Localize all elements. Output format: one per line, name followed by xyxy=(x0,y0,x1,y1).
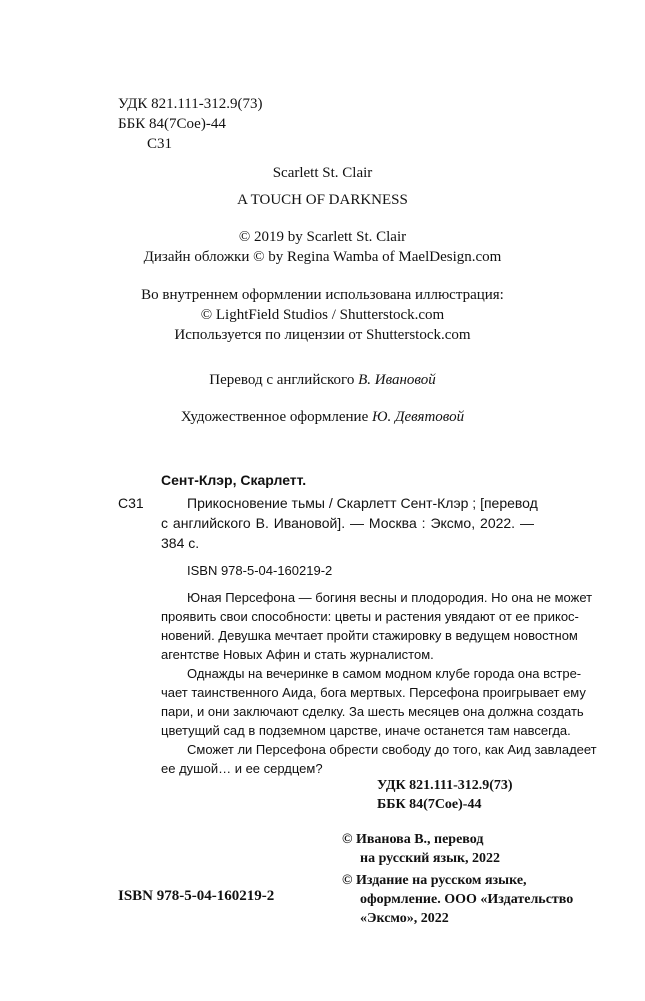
bbk-code-top: ББК 84(7Сое)-44 xyxy=(118,116,226,132)
translation-copyright-line-1: © Иванова В., перевод xyxy=(342,832,484,847)
udk-code-bottom: УДК 821.111-312.9(73) xyxy=(377,778,513,793)
annotation-p3-line-1: Сможет ли Персефона обрести свободу до того, как Аид завладеет xyxy=(187,742,597,757)
original-title: A TOUCH OF DARKNESS xyxy=(237,192,408,208)
illustration-license: Используется по лицензии от Shutterstock.com xyxy=(174,327,471,343)
catalog-heading: Сент-Клэр, Скарлетт. xyxy=(161,472,307,488)
original-author: Scarlett St. Clair xyxy=(272,165,373,181)
author-mark-top: С31 xyxy=(147,136,173,152)
annotation-p1-line-4: агентстве Новых Афин и стать журналистом. xyxy=(161,647,434,662)
translator-credit xyxy=(0,372,645,389)
edition-copyright-line-2: оформление. ООО «Издательство xyxy=(360,892,574,907)
catalog-desc-line-1: Прикосновение тьмы / Скарлетт Сент-Клэр ; [перевод xyxy=(187,495,538,511)
annotation-p2-line-2: чает таинственного Аида, бога мертвых. Персефона проигрывает ему xyxy=(161,685,586,700)
illustration-note: Во внутреннем оформлении использована иллюстрация: xyxy=(141,287,504,303)
translator-name: В. Ивановой xyxy=(358,372,436,388)
catalog-desc-line-3: 384 с. xyxy=(161,535,200,551)
annotation-p2-line-3: пари, и они заключают сделку. За шесть месяцев она должна создать xyxy=(161,704,584,719)
catalog-mark: С31 xyxy=(118,495,144,511)
catalog-isbn: ISBN 978-5-04-160219-2 xyxy=(187,563,333,578)
edition-copyright-line-3: «Эксмо», 2022 xyxy=(360,911,449,926)
annotation-p1-line-2: проявить свои способности: цветы и растения увядают от ее прикос- xyxy=(161,609,579,624)
original-copyright: © 2019 by Scarlett St. Clair xyxy=(238,229,407,245)
translator-prefix: Перевод с английского xyxy=(209,372,359,388)
cover-design-credit: Дизайн обложки © by Regina Wamba of MaelDesign.com xyxy=(143,249,502,265)
art-design-name: Ю. Девятовой xyxy=(372,409,465,425)
annotation-p1-line-3: новений. Девушка мечтает пройти стажировку в ведущем новостном xyxy=(161,628,578,643)
bbk-code-bottom: ББК 84(7Сое)-44 xyxy=(377,797,482,812)
illustration-copyright: © LightField Studios / Shutterstock.com xyxy=(200,307,445,323)
annotation-p2-line-1: Однажды на вечеринке в самом модном клубе города она встре- xyxy=(187,666,582,681)
udk-code-top: УДК 821.111-312.9(73) xyxy=(118,96,263,112)
art-design-prefix: Художественное оформление xyxy=(180,409,372,425)
edition-copyright-line-1: © Издание на русском языке, xyxy=(342,873,527,888)
translation-copyright-line-2: на русский язык, 2022 xyxy=(360,851,501,866)
annotation-p3-line-2: ее душой… и ее сердцем? xyxy=(161,761,323,776)
art-design-credit xyxy=(0,409,645,426)
annotation-p2-line-4: цветущий сад в подземном царстве, иначе останется там навсегда. xyxy=(161,723,571,738)
catalog-desc-line-2: с английского В. Ивановой]. — Москва : Эксмо, 2022. — xyxy=(161,515,534,531)
isbn-bottom: ISBN 978-5-04-160219-2 xyxy=(118,888,275,904)
annotation-p1-line-1: Юная Персефона — богиня весны и плодородия. Но она не может xyxy=(187,590,593,605)
